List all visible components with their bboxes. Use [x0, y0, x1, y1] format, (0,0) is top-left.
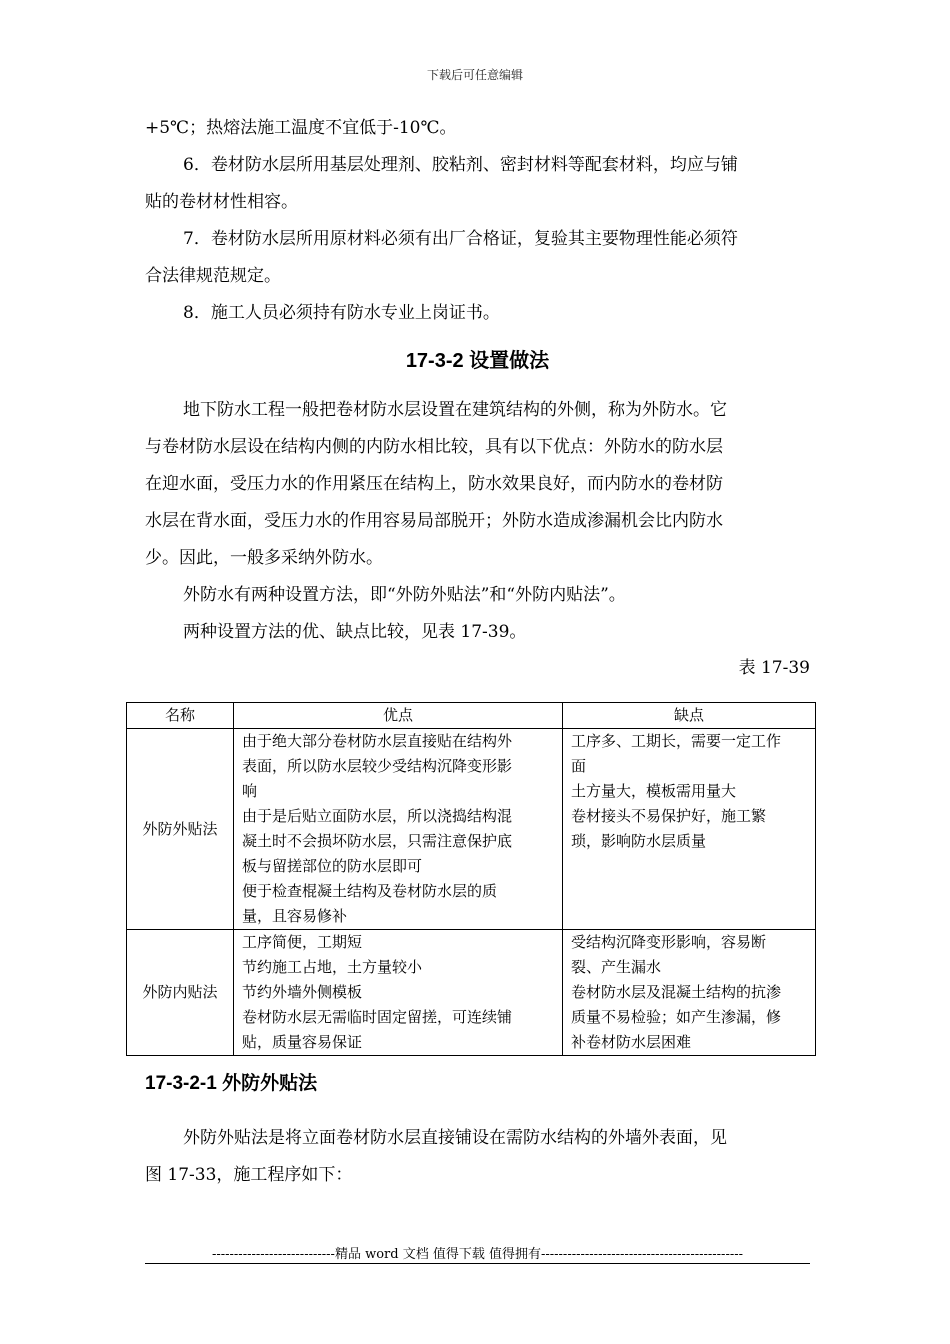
row-pros [234, 930, 563, 1056]
pros-line: 工序简便，工期短 [242, 933, 363, 951]
pros-line: 板与留搓部位的防水层即可 [242, 857, 423, 875]
cons-line: 补卷材防水层困难 [571, 1033, 692, 1051]
paragraph-external-line2: 图 17-33，施工程序如下： [145, 1165, 353, 1185]
body-bottom [145, 1120, 810, 1194]
header-pros: 优点 [234, 703, 563, 729]
table-caption: 表 17-39 [738, 658, 810, 678]
subsection-title: 17-3-2-1 外防外贴法 [145, 1073, 318, 1094]
cons-line: 裂、产生漏水 [571, 958, 662, 976]
paragraph-temp: +5℃；热熔法施工温度不宜低于-10℃。 [145, 118, 457, 138]
paragraph-intro-line2: 与卷材防水层设在结构内侧的内防水相比较，具有以下优点：外防水的防水层 [145, 437, 723, 457]
paragraph-intro-line3: 在迎水面，受压力水的作用紧压在结构上，防水效果良好，而内防水的卷材防 [145, 474, 723, 494]
paragraph-intro-line5: 少。因此，一般多采纳外防水。 [145, 548, 383, 568]
paragraph-intro-line1: 地下防水工程一般把卷材防水层设置在建筑结构的外侧，称为外防水。它 [183, 400, 727, 420]
cons-line: 琐，影响防水层质量 [571, 832, 707, 850]
pros-line: 节约施工占地，土方量较小 [242, 958, 423, 976]
page-footer: ----------------------------精品 word 文档 值得下载 值得拥有---------------------------------------------- [211, 1247, 744, 1262]
pros-line: 凝土时不会损坏防水层，只需注意保护底 [242, 832, 513, 850]
cons-line: 质量不易检验；如产生渗漏，修 [571, 1008, 782, 1026]
header-name: 名称 [127, 703, 234, 729]
paragraph-6-line1: 6．卷材防水层所用基层处理剂、胶粘剂、密封材料等配套材料，均应与铺 [183, 155, 738, 175]
paragraph-external-line1: 外防外贴法是将立面卷材防水层直接铺设在需防水结构的外墙外表面，见 [183, 1128, 727, 1148]
row-cons [563, 729, 816, 930]
cons-line: 卷材防水层及混凝土结构的抗渗 [571, 983, 782, 1001]
paragraph-7-line2: 合法律规范规定。 [145, 266, 281, 286]
pros-line: 便于检查棍凝土结构及卷材防水层的质 [242, 882, 498, 900]
paragraph-methods: 外防水有两种设置方法，即“外防外贴法”和“外防内贴法”。 [183, 585, 626, 605]
paragraph-8: 8．施工人员必须持有防水专业上岗证书。 [183, 303, 500, 323]
row-cons [563, 930, 816, 1056]
cons-line: 受结构沉降变形影响，容易断 [571, 933, 767, 951]
paragraph-6-line2: 贴的卷材材性相容。 [145, 192, 298, 212]
footer-divider [145, 1263, 810, 1264]
paragraph-7-line1: 7．卷材防水层所用原材料必须有出厂合格证，复验其主要物理性能必须符 [183, 229, 738, 249]
pros-line: 节约外墙外侧模板 [242, 983, 363, 1001]
page-header: 下载后可任意编辑 [426, 68, 523, 82]
cons-line: 卷材接头不易保护好，施工繁 [571, 807, 767, 825]
comparison-table [126, 702, 816, 1056]
section-title: 17-3-2 设置做法 [405, 350, 550, 372]
paragraph-compare: 两种设置方法的优、缺点比较，见表 17-39。 [183, 622, 527, 642]
pros-line: 响 [242, 782, 258, 800]
pros-line: 卷材防水层无需临时固定留搓，可连续铺 [242, 1008, 513, 1026]
row-name: 外防内贴法 [127, 930, 234, 1056]
cons-line: 土方量大，模板需用量大 [571, 782, 737, 800]
table-header-row [127, 703, 816, 729]
table-row [127, 729, 816, 930]
row-pros [234, 729, 563, 930]
table-row [127, 930, 816, 1056]
pros-line: 表面，所以防水层较少受结构沉降变形影 [242, 757, 513, 775]
pros-line: 量，且容易修补 [242, 907, 348, 925]
row-name: 外防外贴法 [127, 729, 234, 930]
cons-line: 面 [571, 757, 587, 775]
pros-line: 贴，质量容易保证 [242, 1033, 363, 1051]
pros-line: 由于是后贴立面防水层，所以浇捣结构混 [242, 807, 513, 825]
header-cons: 缺点 [563, 703, 816, 729]
body-top [145, 110, 810, 687]
cons-line: 工序多、工期长，需要一定工作 [571, 732, 782, 750]
pros-line: 由于绝大部分卷材防水层直接贴在结构外 [242, 732, 513, 750]
paragraph-intro-line4: 水层在背水面，受压力水的作用容易局部脱开；外防水造成渗漏机会比内防水 [145, 511, 723, 531]
